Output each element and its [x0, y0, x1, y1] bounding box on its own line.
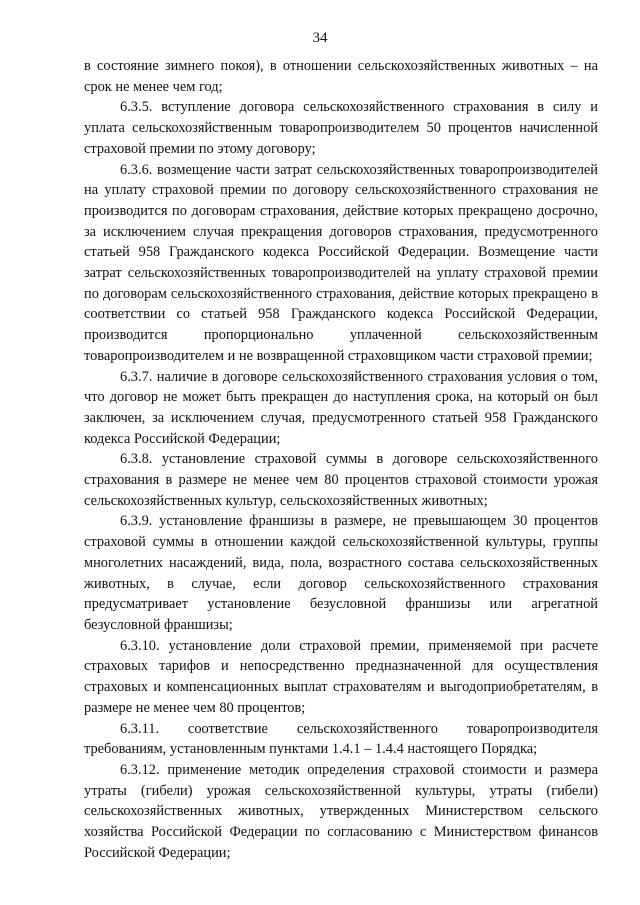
paragraph-6-3-8: 6.3.8. установление страховой суммы в договоре сельскохозяйственного страхования в размере не менее чем 80 процентов страховой стоимости урожая сельскохозяйственных культур, сельскохозяйственных животных;	[84, 451, 598, 509]
paragraph-6-3-9: 6.3.9. установление франшизы в размере, не превышающем 30 процентов страховой суммы в отношении каждой сельскохозяйственной культуры, группы многолетних насаждений, вида, пола, возрастного состава сельскохозяйственных животных, в случае, если договор сельскохозяйственного страхования предусматривает установление безусловной франшизы или агрегатной безусловной франшизы;	[84, 513, 598, 633]
paragraph-continuation: в состояние зимнего покоя), в отношении сельскохозяйственных животных – на срок не менее чем год;	[84, 58, 598, 95]
paragraph-6-3-6: 6.3.6. возмещение части затрат сельскохозяйственных товаропроизводителей на уплату страховой премии по договору сельскохозяйственного страхования не производится по договорам страхования, действие которых прекращено досрочно, за исключением случая прекращения договоров страхования, предусмотренного статьей 958 Гражданского кодекса Российской Федерации. Возмещение части затрат сельскохозяйственных товаропроизводителей на уплату страховой премии по договорам сельскохозяйственного страхования, действие которых прекращено в соответствии со статьей 958 Гражданского кодекса Российской Федерации, производится пропорционально уплаченной сельскохозяйственным товаропроизводителем и не возвращенной страховщиком части страховой премии;	[84, 161, 598, 364]
paragraph-6-3-11: 6.3.11. соответствие сельскохозяйственного товаропроизводителя требованиям, установленным пунктами 1.4.1 – 1.4.4 настоящего Порядка;	[84, 720, 598, 758]
page-number: 34	[312, 30, 328, 46]
paragraph-6-3-5: 6.3.5. вступление договора сельскохозяйственного страхования в силу и уплата сельскохозяйственным товаропроизводителем 50 процентов начисленной страховой премии по этому договору;	[84, 99, 598, 157]
paragraph-6-3-7: 6.3.7. наличие в договоре сельскохозяйственного страхования условия о том, что договор не может быть прекращен до наступления срока, на который он был заключен, за исключением случая, предусмотренного статьей 958 Гражданского кодекса Российской Федерации;	[84, 368, 598, 447]
document-body	[84, 56, 598, 863]
paragraph-6-3-12: 6.3.12. применение методик определения страховой стоимости и размера утраты (гибели) урожая сельскохозяйственной культуры, утраты (гибели) сельскохозяйственных животных, утвержденных Министерством сельского хозяйства Российской Федерации по согласованию с Министерством финансов Российской Федерации;	[84, 761, 598, 861]
paragraph-6-3-10: 6.3.10. установление доли страховой премии, применяемой при расчете страховых тарифов и непосредственно предназначенной для осуществления страховых и компенсационных выплат страхователям и выгодоприобретателям, в размере не менее чем 80 процентов;	[84, 637, 598, 716]
